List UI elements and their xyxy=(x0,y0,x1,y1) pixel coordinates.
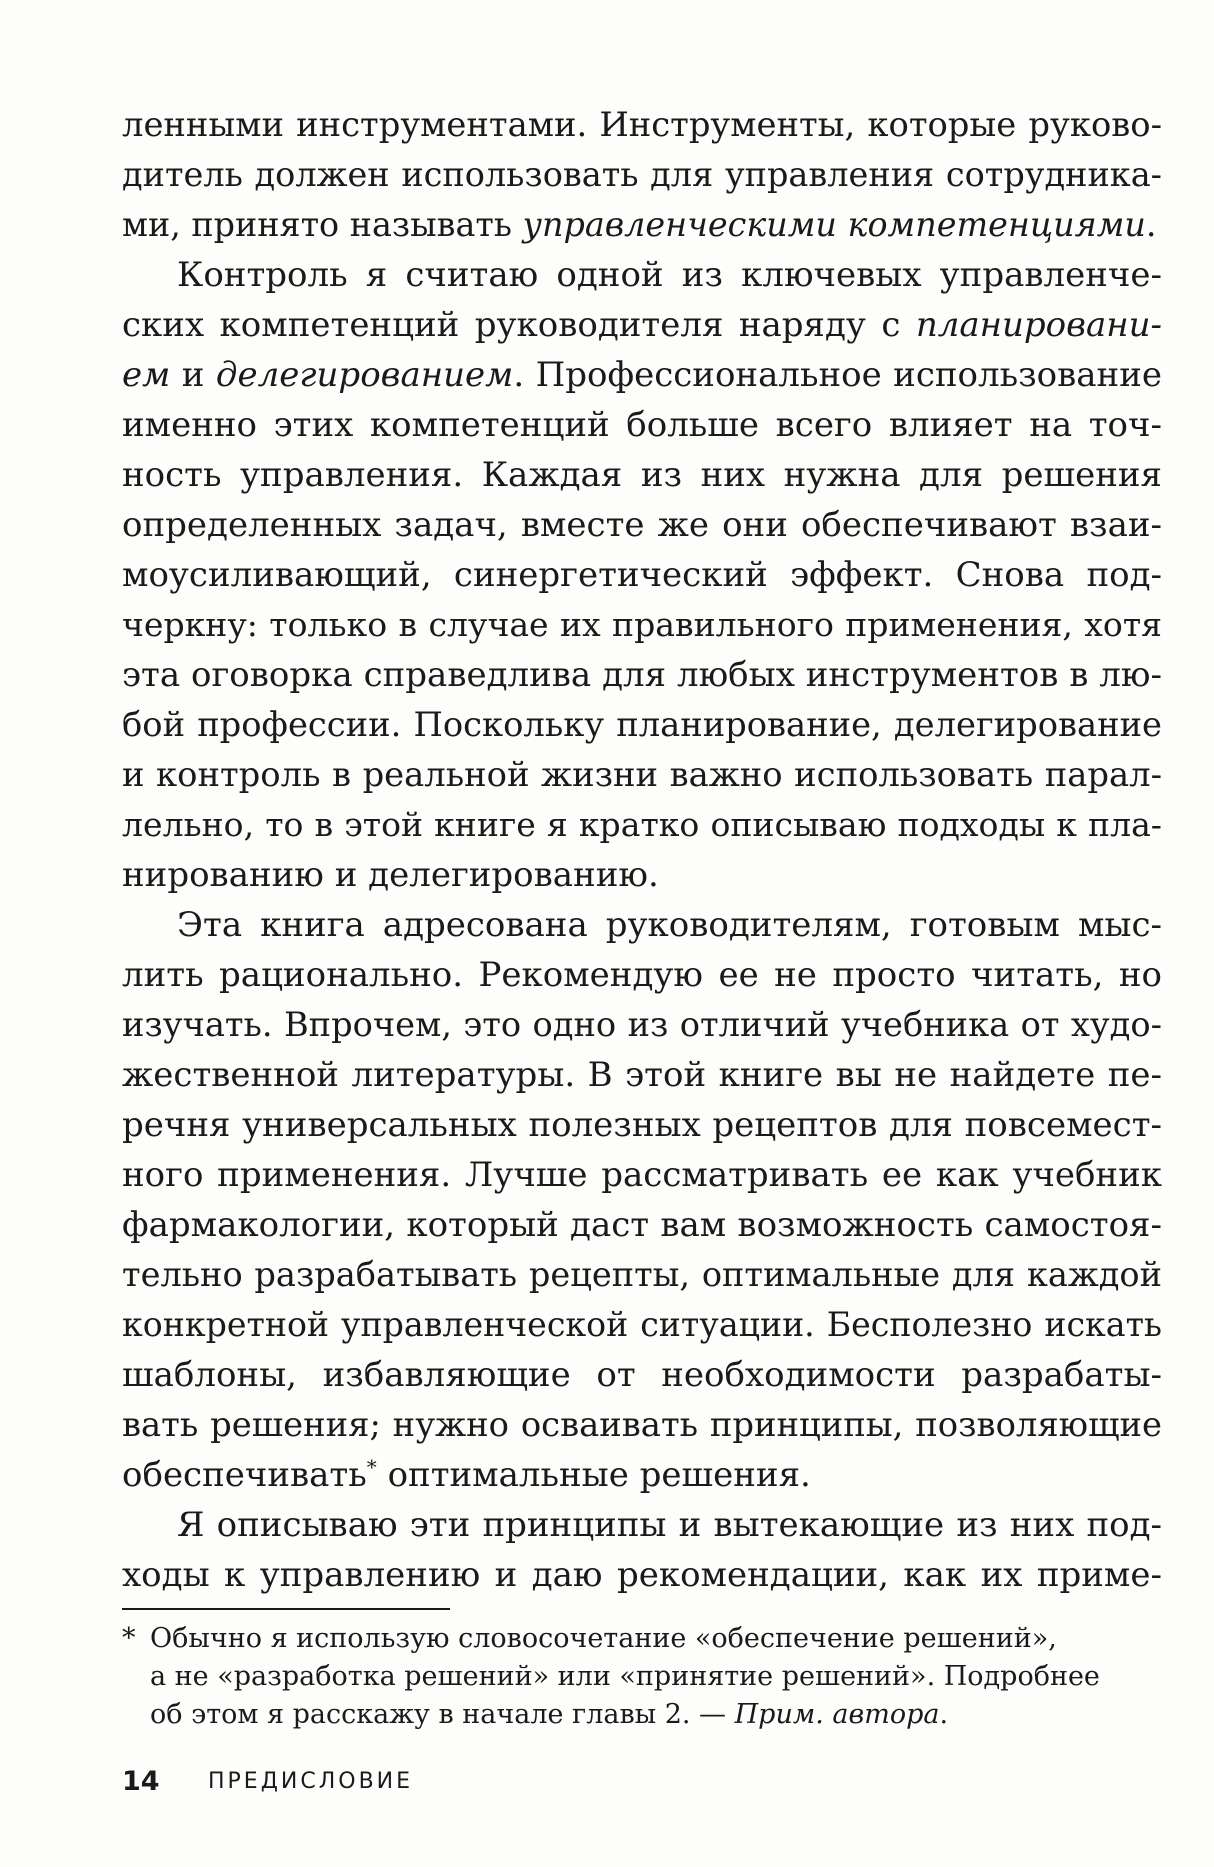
text-line xyxy=(122,1050,1162,1100)
text-segment: жественной литературы. В этой книге вы не найдете пе- xyxy=(122,1055,1162,1095)
text-segment: обеспечивать xyxy=(122,1455,367,1495)
text-line xyxy=(122,600,1162,650)
text-segment: ленными инструментами. Инструменты, которые руково- xyxy=(122,105,1162,144)
text-segment: Контроль я считаю одной из ключевых управленче- xyxy=(177,255,1162,295)
text-segment: конкретной управленческой ситуации. Бесполезно искать xyxy=(122,1305,1162,1344)
footnote-line xyxy=(122,1696,1152,1734)
italic-text: Прим. автора xyxy=(734,1699,940,1730)
text-line xyxy=(122,1200,1162,1250)
running-head: ПРЕДИСЛОВИЕ xyxy=(208,1769,414,1794)
text-line xyxy=(122,350,1162,400)
text-line xyxy=(122,1450,1162,1500)
footnote xyxy=(122,1620,1152,1734)
text-segment: ских компетенций руководителя наряду с xyxy=(122,305,916,345)
text-segment: ность управления. Каждая из них нужна для решения xyxy=(122,455,1162,495)
text-segment: эта оговорка справедлива для любых инструментов в лю- xyxy=(122,655,1162,695)
text-segment: тельно разрабатывать рецепты, оптимальные для каждой xyxy=(122,1255,1162,1294)
text-segment: речня универсальных полезных рецептов для повсемест- xyxy=(122,1105,1162,1145)
text-segment: моусиливающий, синергетический эффект. Снова под- xyxy=(122,555,1162,595)
footnote-divider xyxy=(122,1608,450,1610)
text-segment: лить рационально. Рекомендую ее не просто читать, но xyxy=(122,955,1162,995)
text-line xyxy=(122,900,1162,950)
text-segment: ми, принято называть xyxy=(122,205,523,244)
text-line xyxy=(122,550,1162,600)
text-segment: ного применения. Лучше рассматривать ее как учебник xyxy=(122,1155,1162,1195)
text-line xyxy=(122,1400,1162,1450)
text-line xyxy=(122,450,1162,500)
text-segment: а не «разработка решений» или «принятие решений». Подробнее xyxy=(150,1661,1100,1692)
text-line xyxy=(122,1500,1162,1550)
text-segment: нированию и делегированию. xyxy=(122,855,659,895)
text-line xyxy=(122,1250,1162,1300)
text-line xyxy=(122,150,1162,200)
text-segment: фармакологии, который даст вам возможность самостоя- xyxy=(122,1205,1162,1245)
text-segment: Я описываю эти принципы и вытекающие из них под- xyxy=(177,1505,1162,1545)
text-segment: ходы к управлению и даю рекомендации, как их приме- xyxy=(122,1555,1162,1595)
text-line xyxy=(122,400,1162,450)
text-segment: черкну: только в случае их правильного применения, хотя xyxy=(122,605,1162,644)
text-line xyxy=(122,650,1162,700)
text-line xyxy=(122,500,1162,550)
text-line xyxy=(122,700,1162,750)
text-segment: оптимальные решения. xyxy=(376,1455,811,1495)
footnote-line xyxy=(122,1658,1152,1696)
text-line xyxy=(122,1100,1162,1150)
text-segment: Эта книга адресована руководителям, готовым мыс- xyxy=(177,905,1162,945)
text-line xyxy=(122,1000,1162,1050)
text-segment: лельно, то в этой книге я кратко описываю подходы к пла- xyxy=(122,805,1162,844)
text-line xyxy=(122,800,1162,850)
text-segment: об этом я расскажу в начале главы 2. — xyxy=(150,1699,735,1730)
text-segment: определенных задач, вместе же они обеспечивают взаи- xyxy=(122,505,1162,545)
footnote-line xyxy=(122,1620,1152,1658)
text-line xyxy=(122,1350,1162,1400)
text-segment: Обычно я использую словосочетание «обеспечение решений», xyxy=(150,1623,1057,1654)
text-segment: бой профессии. Поскольку планирование, делегирование xyxy=(122,705,1162,744)
text-segment: вать решения; нужно осваивать принципы, позволяющие xyxy=(122,1405,1162,1444)
text-segment: дитель должен использовать для управления сотрудника- xyxy=(122,155,1162,194)
text-line xyxy=(122,300,1162,350)
text-line xyxy=(122,950,1162,1000)
footnote-marker: * xyxy=(122,1623,136,1654)
text-line xyxy=(122,100,1162,150)
footnote-reference: * xyxy=(366,1455,377,1479)
text-line xyxy=(122,1550,1162,1600)
text-line xyxy=(122,250,1162,300)
page-number: 14 xyxy=(122,1766,160,1797)
text-segment: . Профессиональное использование xyxy=(513,355,1162,395)
text-line xyxy=(122,750,1162,800)
text-segment: . xyxy=(1145,205,1157,244)
body-text xyxy=(122,100,1162,1600)
italic-text: делегированием xyxy=(215,355,514,395)
text-segment: . xyxy=(939,1699,949,1730)
text-segment: именно этих компетенций больше всего влияет на точ- xyxy=(122,405,1162,445)
italic-text: управленческими компетенциями xyxy=(522,205,1146,244)
text-line xyxy=(122,1150,1162,1200)
text-line xyxy=(122,1300,1162,1350)
italic-text: ем xyxy=(122,355,171,395)
italic-text: планировани- xyxy=(915,305,1162,345)
text-line xyxy=(122,200,1162,250)
text-segment: изучать. Впрочем, это одно из отличий учебника от худо- xyxy=(122,1005,1162,1044)
text-segment: и контроль в реальной жизни важно использовать парал- xyxy=(122,755,1162,794)
text-segment: шаблоны, избавляющие от необходимости разрабаты- xyxy=(122,1355,1162,1395)
text-segment: и xyxy=(170,355,216,395)
text-line xyxy=(122,850,1162,900)
